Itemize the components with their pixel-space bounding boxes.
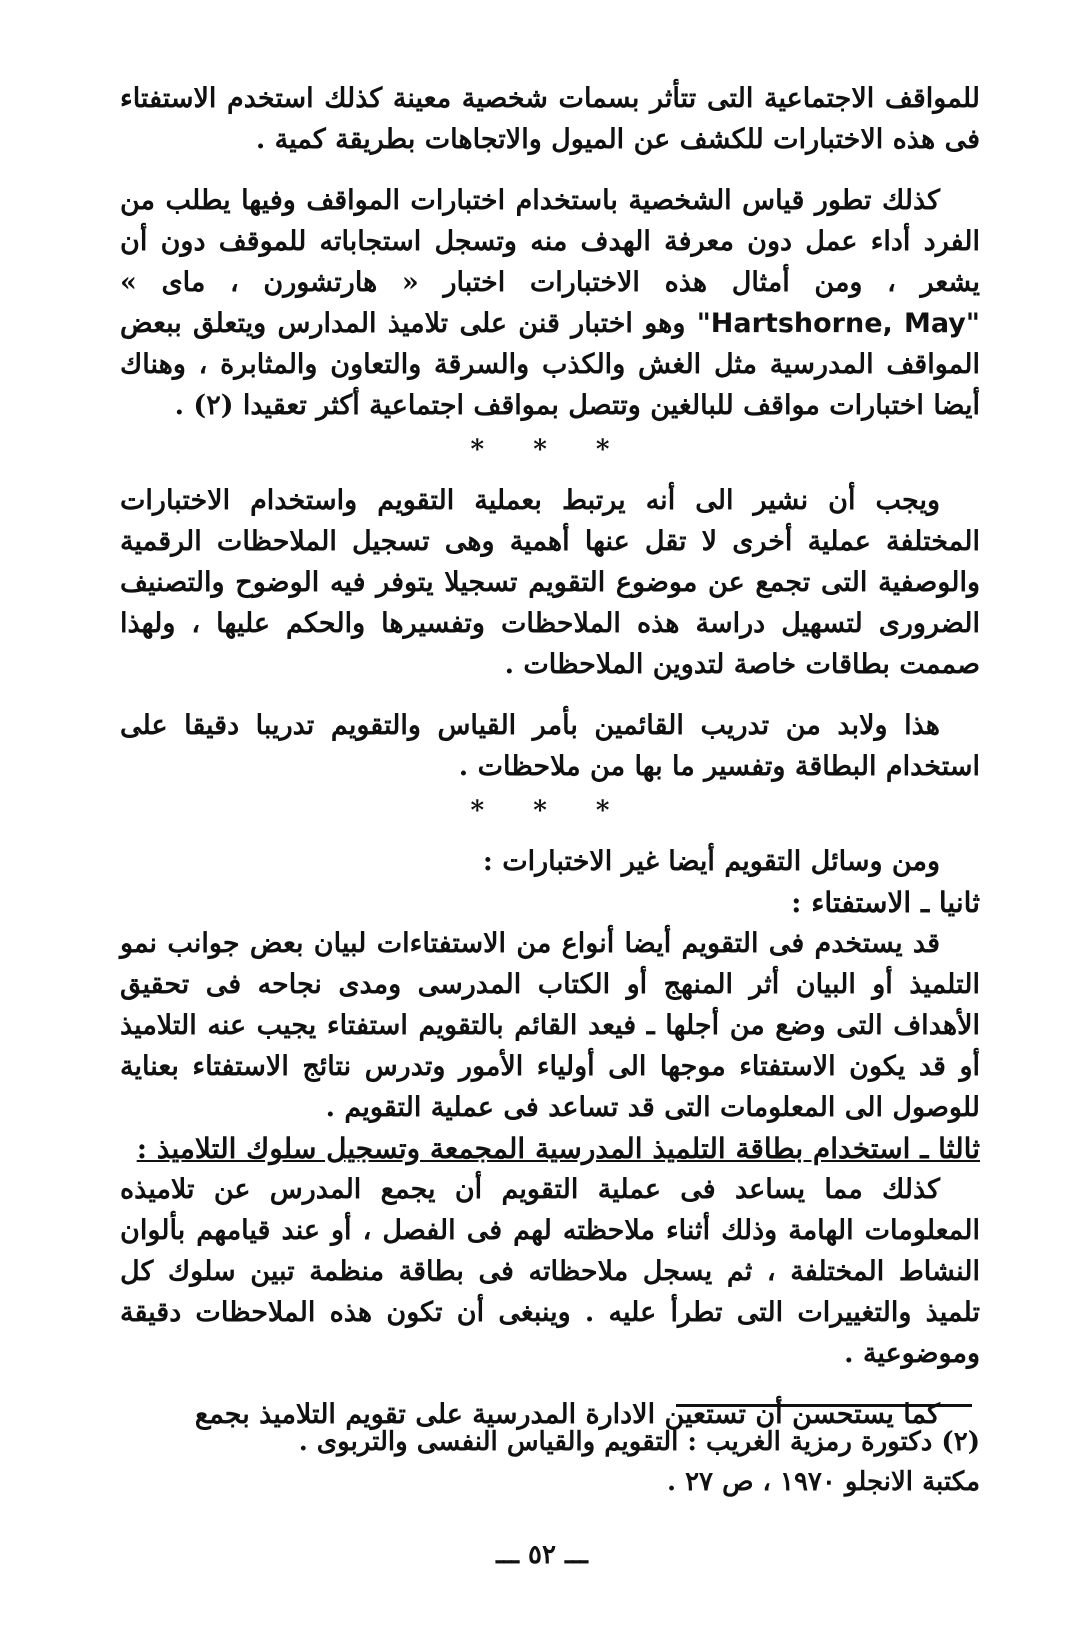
footnote-line-2: مكتبة الانجلو ١٩٧٠ ، ص ٢٧ .	[666, 1467, 980, 1497]
paragraph-1-line-1: للمواقف الاجتماعية التى تتأثر بسمات شخصية معينة كذلك استخدم	[227, 83, 980, 114]
footnote-line-1: (٢) دكتورة رمزية الغريب : التقويم والقياس النفسى والتربوى .	[298, 1427, 980, 1457]
page-body	[120, 78, 980, 1435]
paragraph-6: قد يستخدم فى التقويم أيضا أنواع من الاستفتاءات لبيان بعض جوانب نمو التلميذ أو البيان أثر المنهج أو الكتاب المدرسى ومدى نجاحه فى تحقيق الأهداف التى وضع من أجلها ـ فيعد القائم بالتقويم استفتاء يجيب عنه التلاميذ أو قد يكون الاستفتاء موجها الى أولياء الأمور وتدرس نتائج الاستفتاء بعناية للوصول الى المعلومات التى قد تساعد فى عملية التقويم .	[120, 928, 980, 1123]
section-divider-stars: * * *	[470, 796, 630, 826]
paragraph-1	[120, 78, 980, 160]
paragraph-3: ويجب أن نشير الى أنه يرتبط بعملية التقويم واستخدام الاختبارات المختلفة عملية أخرى لا تقل عنها أهمية وهى تسجيل الملاحظات الرقمية والوصفية التى تجمع عن موضوع التقويم تسجيلا يتوفر فيه الوضوح والتصنيف الضرورى لتسهيل دراسة هذه الملاحظات وتفسيرها والحكم عليها ، ولهذا صممت بطاقات خاصة لتدوين الملاحظات .	[120, 485, 980, 680]
paragraph-4: هذا ولابد من تدريب القائمين بأمر القياس والتقويم تدريبا دقيقا على استخدام البطاقة وتفسير ما بها من ملاحظات .	[120, 710, 980, 782]
footnote-separator-rule	[676, 1404, 972, 1407]
footnote	[120, 1422, 980, 1502]
page-number: ـــ ٥٢ ـــ	[496, 1540, 588, 1570]
paragraph-2-text-a: كذلك تطور قياس الشخصية باستخدام اختبارات المواقف وفيها يطلب من الفرد أداء عمل دون معرفة الهدف منه وتسجل استجاباته للموقف دون أن يشعر ، ومن أمثال هذه الاختبارات اختبار « هارتشورن ، ماى »	[120, 185, 980, 298]
paragraph-2	[120, 180, 980, 426]
paragraph-1-line-2: الاستفتاء فى هذه الاختبارات للكشف عن الميول والاتجاهات بطريقة كمية .	[120, 83, 980, 155]
paragraph-8: كما يستحسن أن تستعين الادارة المدرسية على تقويم التلاميذ بجمع	[194, 1399, 940, 1430]
latin-name-reference: "Hartshorne, May"	[696, 308, 980, 339]
section-heading-third: ثالثا ـ استخدام بطاقة التلميذ المدرسية المجمعة وتسجيل سلوك التلاميذ :	[136, 1132, 980, 1165]
paragraph-7: كذلك مما يساعد فى عملية التقويم أن يجمع المدرس عن تلاميذه المعلومات الهامة وذلك أثناء ملاحظته لهم فى الفصل ، أو عند قيامهم بألوان النشاط المختلفة ، ثم يسجل ملاحظاته فى بطاقة منظمة تبين سلوك كل تلميذ والتغييرات التى تطرأ عليه . وينبغى أن تكون هذه الملاحظات دقيقة وموضوعية .	[120, 1174, 980, 1369]
section-divider-stars: * * *	[470, 435, 630, 465]
paragraph-5: ومن وسائل التقويم أيضا غير الاختبارات :	[482, 846, 940, 877]
section-heading-second: ثانيا ـ الاستفتاء :	[791, 886, 980, 919]
paragraph-2-text-b: وهو اختبار قنن على تلاميذ المدارس ويتعلق ببعض المواقف المدرسية مثل الغش والكذب والسرقة والتعاون والمثابرة ، وهناك أيضا اختبارات مواقف للبالغين وتتصل بمواقف اجتماعية أكثر تعقيدا (٢) .	[120, 308, 980, 421]
